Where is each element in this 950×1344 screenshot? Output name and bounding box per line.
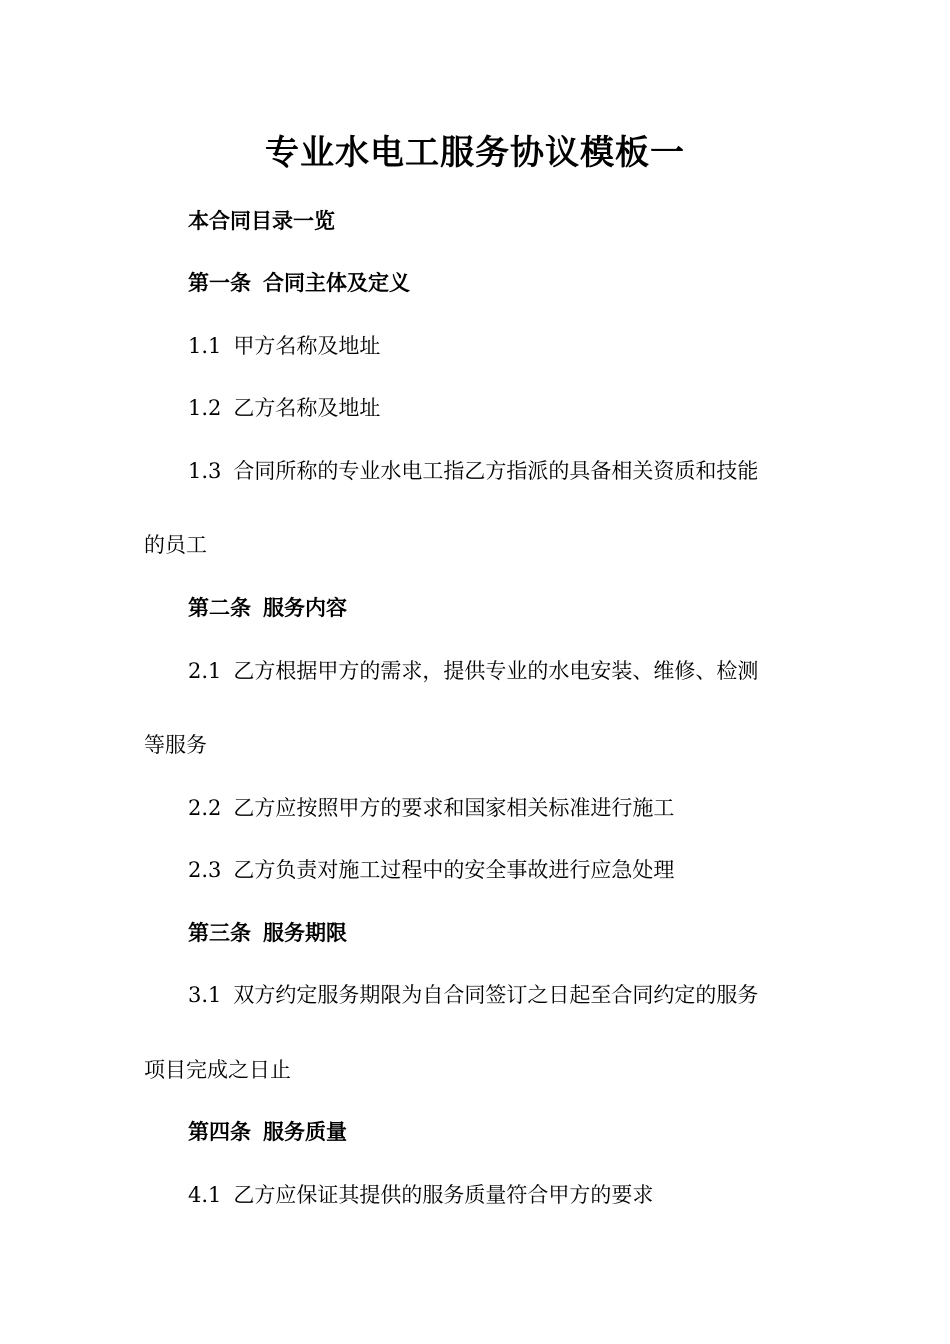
clause-2-3 <box>188 855 674 885</box>
section-title: 服务质量 <box>263 1119 347 1144</box>
section-heading-3 <box>188 918 347 948</box>
toc-heading: 本合同目录一览 <box>188 208 335 233</box>
clause-text: 乙方应按照甲方的要求和国家相关标准进行施工 <box>233 796 675 820</box>
clause-4-1 <box>188 1180 653 1210</box>
clause-1-1 <box>188 331 380 361</box>
clause-number: 4.1 <box>188 1183 222 1207</box>
section-title: 服务内容 <box>263 595 347 620</box>
section-heading-1 <box>188 268 410 298</box>
clause-3-1-continuation: 项目完成之日止 <box>144 1058 291 1082</box>
clause-number: 2.3 <box>188 858 222 882</box>
clause-number: 1.3 <box>188 459 222 483</box>
section-label: 第二条 <box>188 595 251 620</box>
clause-text: 乙方负责对施工过程中的安全事故进行应急处理 <box>233 858 675 882</box>
clause-1-3 <box>188 456 758 486</box>
clause-number: 1.1 <box>188 334 222 358</box>
section-title: 合同主体及定义 <box>263 270 410 295</box>
clause-number: 1.2 <box>188 396 222 420</box>
section-label: 第一条 <box>188 270 251 295</box>
clause-text: 合同所称的专业水电工指乙方指派的具备相关资质和技能 <box>233 459 759 483</box>
clause-text: 乙方应保证其提供的服务质量符合甲方的要求 <box>233 1183 654 1207</box>
section-label: 第四条 <box>188 1119 251 1144</box>
clause-2-1 <box>188 656 758 686</box>
clause-1-2 <box>188 393 380 423</box>
document-title: 专业水电工服务协议模板一 <box>265 133 685 173</box>
clause-text: 乙方根据甲方的需求，提供专业的水电安装、维修、检测 <box>233 659 759 683</box>
clause-2-1-continuation: 等服务 <box>144 733 207 757</box>
section-heading-2 <box>188 593 347 623</box>
clause-text: 甲方名称及地址 <box>233 334 381 358</box>
clause-3-1 <box>188 980 758 1010</box>
clause-number: 2.1 <box>188 659 222 683</box>
clause-number: 2.2 <box>188 796 222 820</box>
clause-text: 双方约定服务期限为自合同签订之日起至合同约定的服务 <box>233 983 759 1007</box>
clause-text: 乙方名称及地址 <box>233 396 381 420</box>
clause-2-2 <box>188 793 674 823</box>
section-title: 服务期限 <box>263 920 347 945</box>
clause-1-3-continuation: 的员工 <box>144 533 207 557</box>
section-label: 第三条 <box>188 920 251 945</box>
clause-number: 3.1 <box>188 983 222 1007</box>
section-heading-4 <box>188 1117 347 1147</box>
